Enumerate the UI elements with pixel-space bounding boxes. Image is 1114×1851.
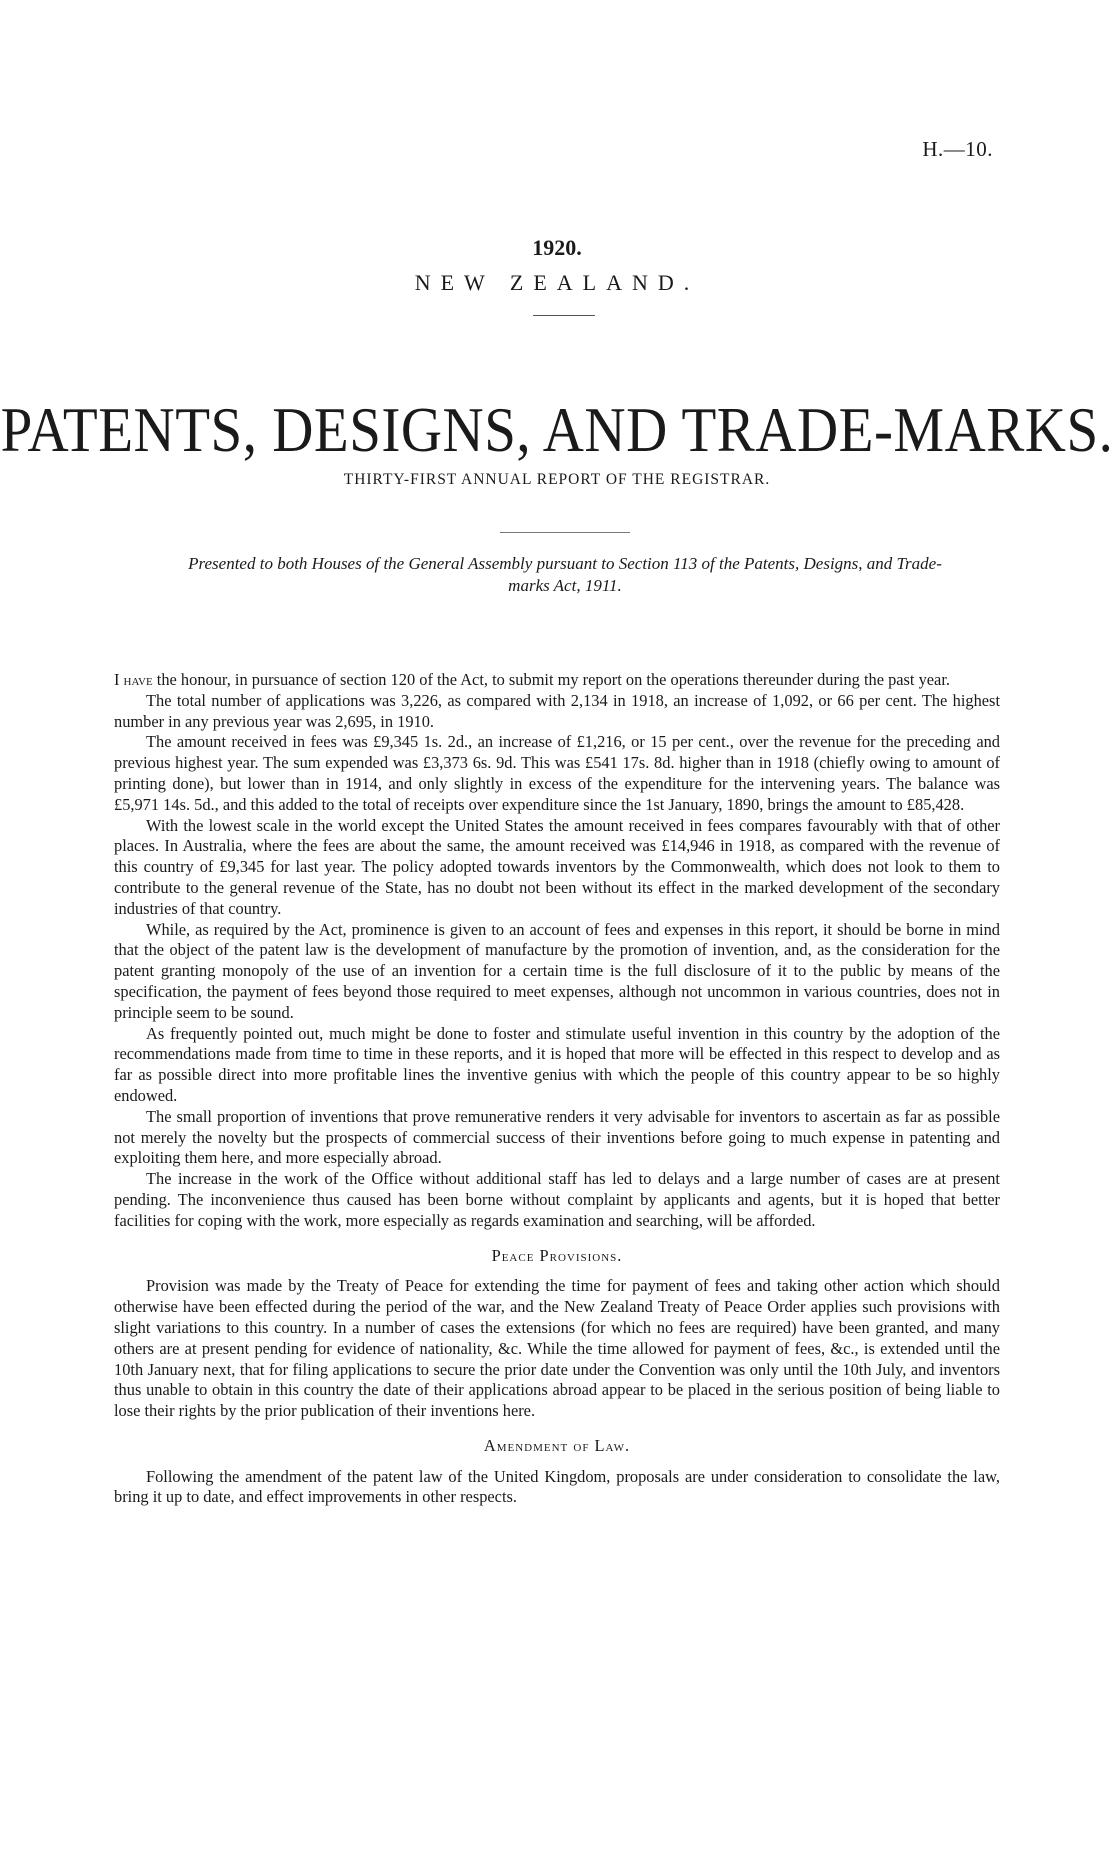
paragraph [114, 670, 1000, 691]
paragraph: As frequently pointed out, much might be done to foster and stimulate useful invention in this country by the adoption of the recommendations made from time to time in these reports, and it is hoped that more will be effected in this respect to develop and as far as possible direct into more profitable lines the inventive genius with which the people of this country appear to be so highly endowed. [114, 1023, 1000, 1105]
paragraph: Provision was made by the Treaty of Peace for extending the time for payment of fees and taking other action which should otherwise have been effected during the period of the war, and the New Zealand Treaty of Peace Order applies such provisions with slight variations to this country. In a number of cases the extensions (for which no fees are required) have been granted, and many others are at present pending for evidence of nationality, &c. While the time allowed for payment of fees, &c., is extended until the 10th January next, that for filing applications to secure the prior date under the Convention was only until the 10th July, and inventors thus unable to obtain in this country the date of their applications abroad appear to be placed in the serious position of being liable to lose their rights by the prior publication of their inventions here. [114, 1276, 1000, 1421]
paragraph: The increase in the work of the Office without additional staff has led to delays and a large number of cases are at present pending. The inconvenience thus caused has been borne without complaint by applicants and agents, but it is hoped that better facilities for coping with the work, more especially as regards examination and searching, will be afforded. [114, 1169, 1000, 1230]
section-heading-peace-provisions: Peace Provisions. [491, 1245, 623, 1265]
paragraph: Following the amendment of the patent law of the United Kingdom, proposals are under consideration to consolidate the law, bring it up to date, and effect improvements in other respects. [114, 1466, 1000, 1507]
report-year: 1920. [532, 235, 582, 260]
divider-rule [533, 315, 595, 316]
country-heading: NEW ZEALAND. [414, 270, 700, 295]
paragraph: While, as required by the Act, prominence is given to an account of fees and expenses in this report, it should be borne in mind that the object of the patent law is the development of manufacture by the promotion of invention, and, as the consideration for the patent granting monopoly of the use of an invention for a certain time is the full disclosure of it to the public by means of the specification, the payment of fees beyond those required to meet expenses, although not uncommon in various countries, does not in principle seem to be sound. [114, 919, 1000, 1022]
document-title: PATENTS, DESIGNS, AND TRADE-MARKS. [0, 395, 1114, 466]
document-subtitle: THIRTY-FIRST ANNUAL REPORT OF THE REGISTRAR. [343, 471, 771, 488]
paragraph: With the lowest scale in the world except the United States the amount received in fees compares favourably with that of other places. In Australia, where the fees are about the same, the amount received was £14,946 in 1918, as compared with the revenue of this country of £9,345 for last year. The policy adopted towards inventors by the Commonwealth, which does not look to them to contribute to the general revenue of the State, has no doubt not been without its effect in the marked development of the secondary industries of that country. [114, 815, 1000, 918]
page-reference: H.—10. [922, 137, 993, 161]
report-body [114, 670, 1000, 1508]
paragraph: The small proportion of inventions that prove remunerative renders it very advisable for inventors to ascertain as far as possible not merely the novelty but the prospects of commercial success of their inventions before going to much expense in patenting and exploiting them here, and more especially abroad. [114, 1106, 1000, 1168]
section-heading-amendment-of-law: Amendment of Law. [483, 1435, 631, 1455]
divider-rule [500, 532, 630, 533]
opening-words: I have [114, 670, 153, 689]
paragraph: The total number of applications was 3,226, as compared with 2,134 in 1918, an increase of 1,092, or 66 per cent. The highest number in any previous year was 2,695, in 1910. [114, 690, 1000, 731]
presentation-note: Presented to both Houses of the General Assembly pursuant to Section 113 of the Patents, Designs, and Trade-marks Act, 1911. [188, 554, 942, 595]
paragraph: The amount received in fees was £9,345 1s. 2d., an increase of £1,216, or 15 per cent., over the revenue for the preceding and previous highest year. The sum expended was £3,373 6s. 9d. This was £541 17s. 8d. higher than in 1918 (chiefly owing to amount of printing done), but lower than in 1914, and only slightly in excess of the expenditure for the intervening years. The balance was £5,971 14s. 5d., and this added to the total of receipts over expenditure since the 1st January, 1890, brings the amount to £85,428. [114, 732, 1000, 814]
paragraph-text: the honour, in pursuance of section 120 of the Act, to submit my report on the operations thereunder during the past year. [152, 670, 950, 689]
